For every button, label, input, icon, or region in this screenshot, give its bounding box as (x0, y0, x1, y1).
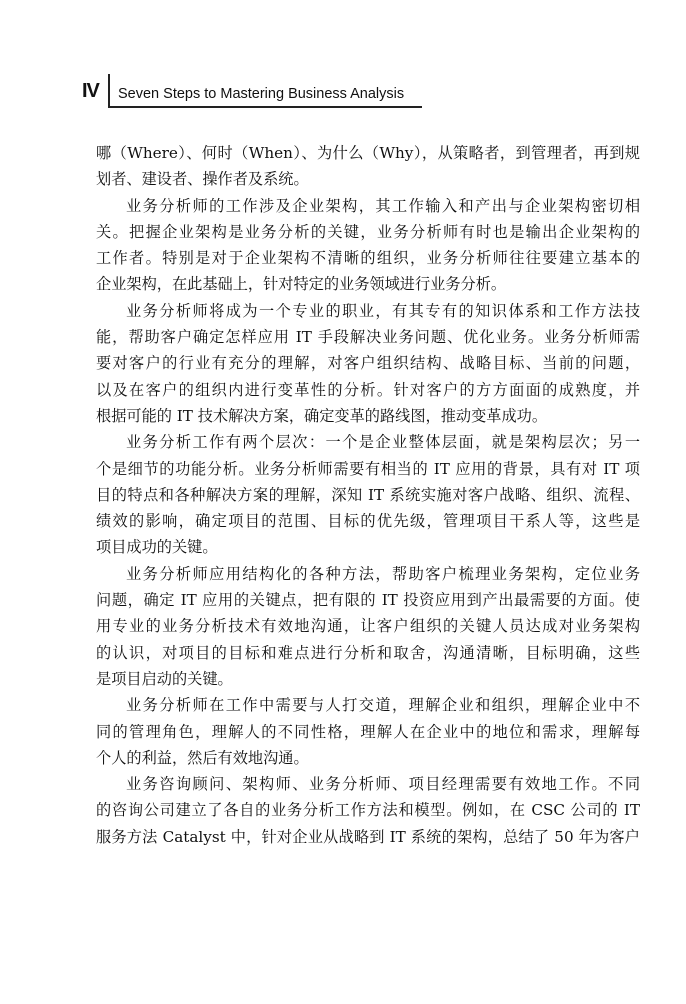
text-line: 根据可能的 IT 技术解决方案，确定变革的路线图，推动变革成功。 (96, 406, 548, 425)
book-title: Seven Steps to Mastering Business Analysis (118, 86, 405, 102)
text-line: 目的特点和各种解决方案的理解，深知 IT 系统实施对客户战略、组织、流程、 (96, 485, 640, 504)
text-line: 哪（Where）、何时（When）、为什么（Why），从策略者，到管理者，再到规 (96, 144, 640, 162)
text-line: 服务方法 Catalyst 中，针对企业从战略到 IT 系统的架构，总结了 50 年为客户 (96, 827, 640, 846)
text-line: 问题，确定 IT 应用的关键点，把有限的 IT 投资应用到产出最需要的方面。使 (96, 591, 640, 610)
text-line: 同的管理角色，理解人的不同性格，理解人在企业中的地位和需求，理解每 (96, 722, 640, 741)
running-header (82, 74, 422, 108)
text-line: 是项目启动的关键。 (96, 669, 233, 688)
text-line: 业务分析工作有两个层次：一个是企业整体层面，就是架构层次；另一 (126, 433, 640, 452)
text-line: 项目成功的关键。 (96, 538, 218, 557)
text-line: 以及在客户的组织内进行变革性的分析。针对客户的方方面面的成熟度，并 (96, 380, 640, 399)
text-line: 能，帮助客户确定怎样应用 IT 手段解决业务问题、优化业务。业务分析师需 (96, 328, 640, 347)
body-text (96, 140, 640, 850)
header-underline (108, 106, 422, 108)
text-line: 业务分析师应用结构化的各种方法，帮助客户梳理业务架构，定位业务 (126, 564, 640, 583)
text-line: 的咨询公司建立了各自的业务分析工作方法和模型。例如，在 CSC 公司的 IT (96, 801, 640, 820)
text-line: 要对客户的行业有充分的理解，对客户组织结构、战略目标、当前的问题， (96, 354, 640, 373)
text-line: 业务分析师的工作涉及企业架构，其工作输入和产出与企业架构密切相 (126, 196, 640, 215)
text-line: 业务分析师将成为一个专业的职业，有其专有的知识体系和工作方法技 (126, 301, 640, 320)
text-line: 业务分析师在工作中需要与人打交道，理解企业和组织，理解企业中不 (126, 696, 640, 715)
text-line: 划者、建设者、操作者及系统。 (96, 170, 309, 189)
text-line: 绩效的影响，确定项目的范围、目标的优先级，管理项目干系人等，这些是 (96, 512, 640, 531)
text-line: 业务咨询顾问、架构师、业务分析师、项目经理需要有效地工作。不同 (126, 775, 640, 794)
text-line: 工作者。特别是对于企业架构不清晰的组织，业务分析师往往要建立基本的 (96, 249, 640, 268)
text-line: 个是细节的功能分析。业务分析师需要有相当的 IT 应用的背景，具有对 IT 项 (96, 459, 640, 478)
text-line: 关。把握企业架构是业务分析的关键，业务分析师有时也是输出企业架构的 (96, 222, 640, 241)
page-number: IV (82, 80, 99, 102)
text-line: 用专业的业务分析技术有效地沟通，让客户组织的关键人员达成对业务架构 (96, 617, 640, 636)
header-vertical-rule (108, 74, 110, 108)
text-line: 企业架构，在此基础上，针对特定的业务领域进行业务分析。 (96, 275, 507, 294)
text-line: 的认识，对项目的目标和难点进行分析和取舍，沟通清晰，目标明确，这些 (96, 643, 640, 662)
text-line: 个人的利益，然后有效地沟通。 (96, 748, 309, 767)
